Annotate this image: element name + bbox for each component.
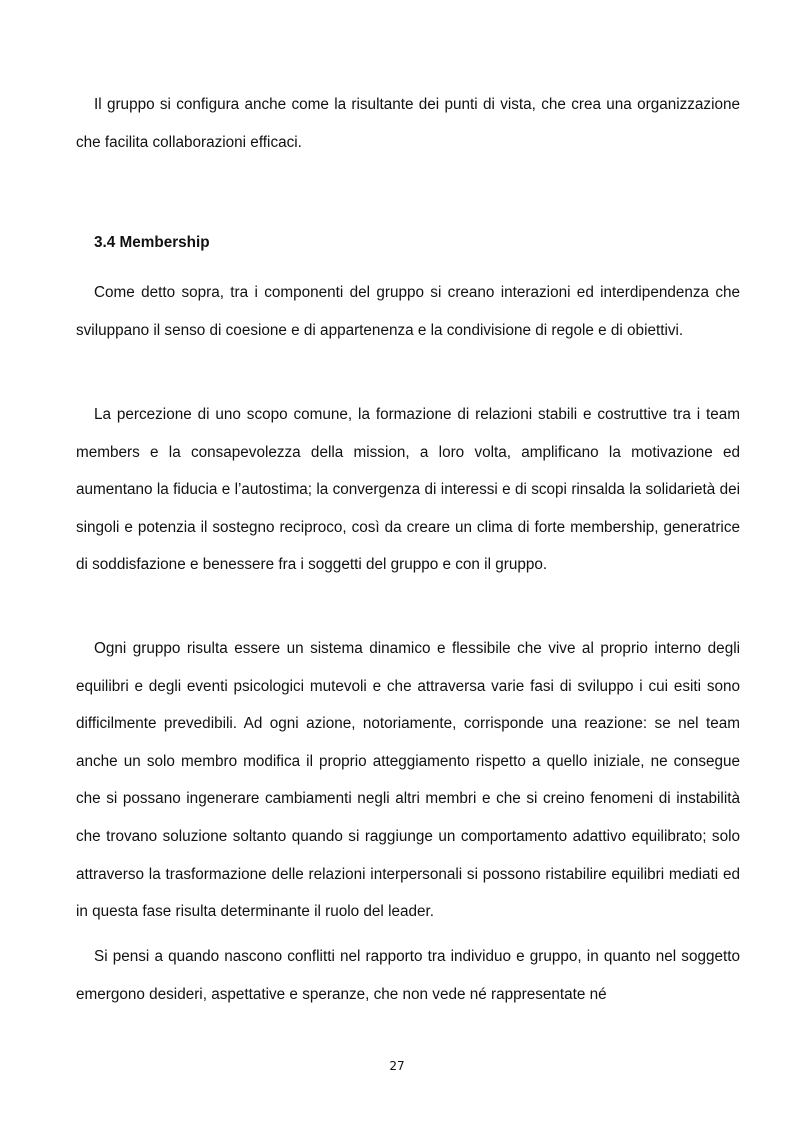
paragraph-common-purpose: La percezione di uno scopo comune, la formazione di relazioni stabili e costruttive tra i team members e la consapevolezza della mission, a loro volta, amplificano la motivazione ed aumentano la fiducia e l’autostima; la convergenza di interessi e di scopi rinsalda la solidarietà dei singoli e potenzia il sostegno reciproco, così da creare un clima di forte membership, generatrice di soddisfazione e benessere fra i soggetti del gruppo e con il gruppo.: [76, 406, 740, 574]
paragraph-dynamic-system: Ogni gruppo risulta essere un sistema dinamico e flessibile che vive al proprio interno degli equilibri e degli eventi psicologici mutevoli e che attraversa varie fasi di sviluppo i cui esiti sono difficilmente prevedibili. Ad ogni azione, notoriamente, corrisponde una reazione: se nel team anche un solo membro modifica il proprio atteggiamento rispetto a quello iniziale, ne consegue che si possano ingenerare cambiamenti negli altri membri e che si creino fenomeni di instabilità che trovano soluzione soltanto quando si raggiunge un comportamento adattivo equilibrato; solo attraverso la trasformazione delle relazioni interpersonali si possono ristabilire equilibri mediati ed in questa fase risulta determinante il ruolo del leader.: [76, 640, 740, 921]
section-heading: 3.4 Membership: [94, 234, 210, 251]
paragraph-group-perspectives: Il gruppo si configura anche come la risultante dei punti di vista, che crea una organizzazione che facilita collaborazioni efficaci.: [76, 96, 740, 151]
paragraph-conflicts: Si pensi a quando nascono conflitti nel rapporto tra individuo e gruppo, in quanto nel soggetto emergono desideri, aspettative e speranze, che non vede né rappresentate né: [76, 948, 740, 1003]
page-number: 27: [389, 1059, 405, 1073]
paragraph-cohesion: Come detto sopra, tra i componenti del gruppo si creano interazioni ed interdipendenza che sviluppano il senso di coesione e di appartenenza e la condivisione di regole e di obiettivi.: [76, 284, 740, 339]
